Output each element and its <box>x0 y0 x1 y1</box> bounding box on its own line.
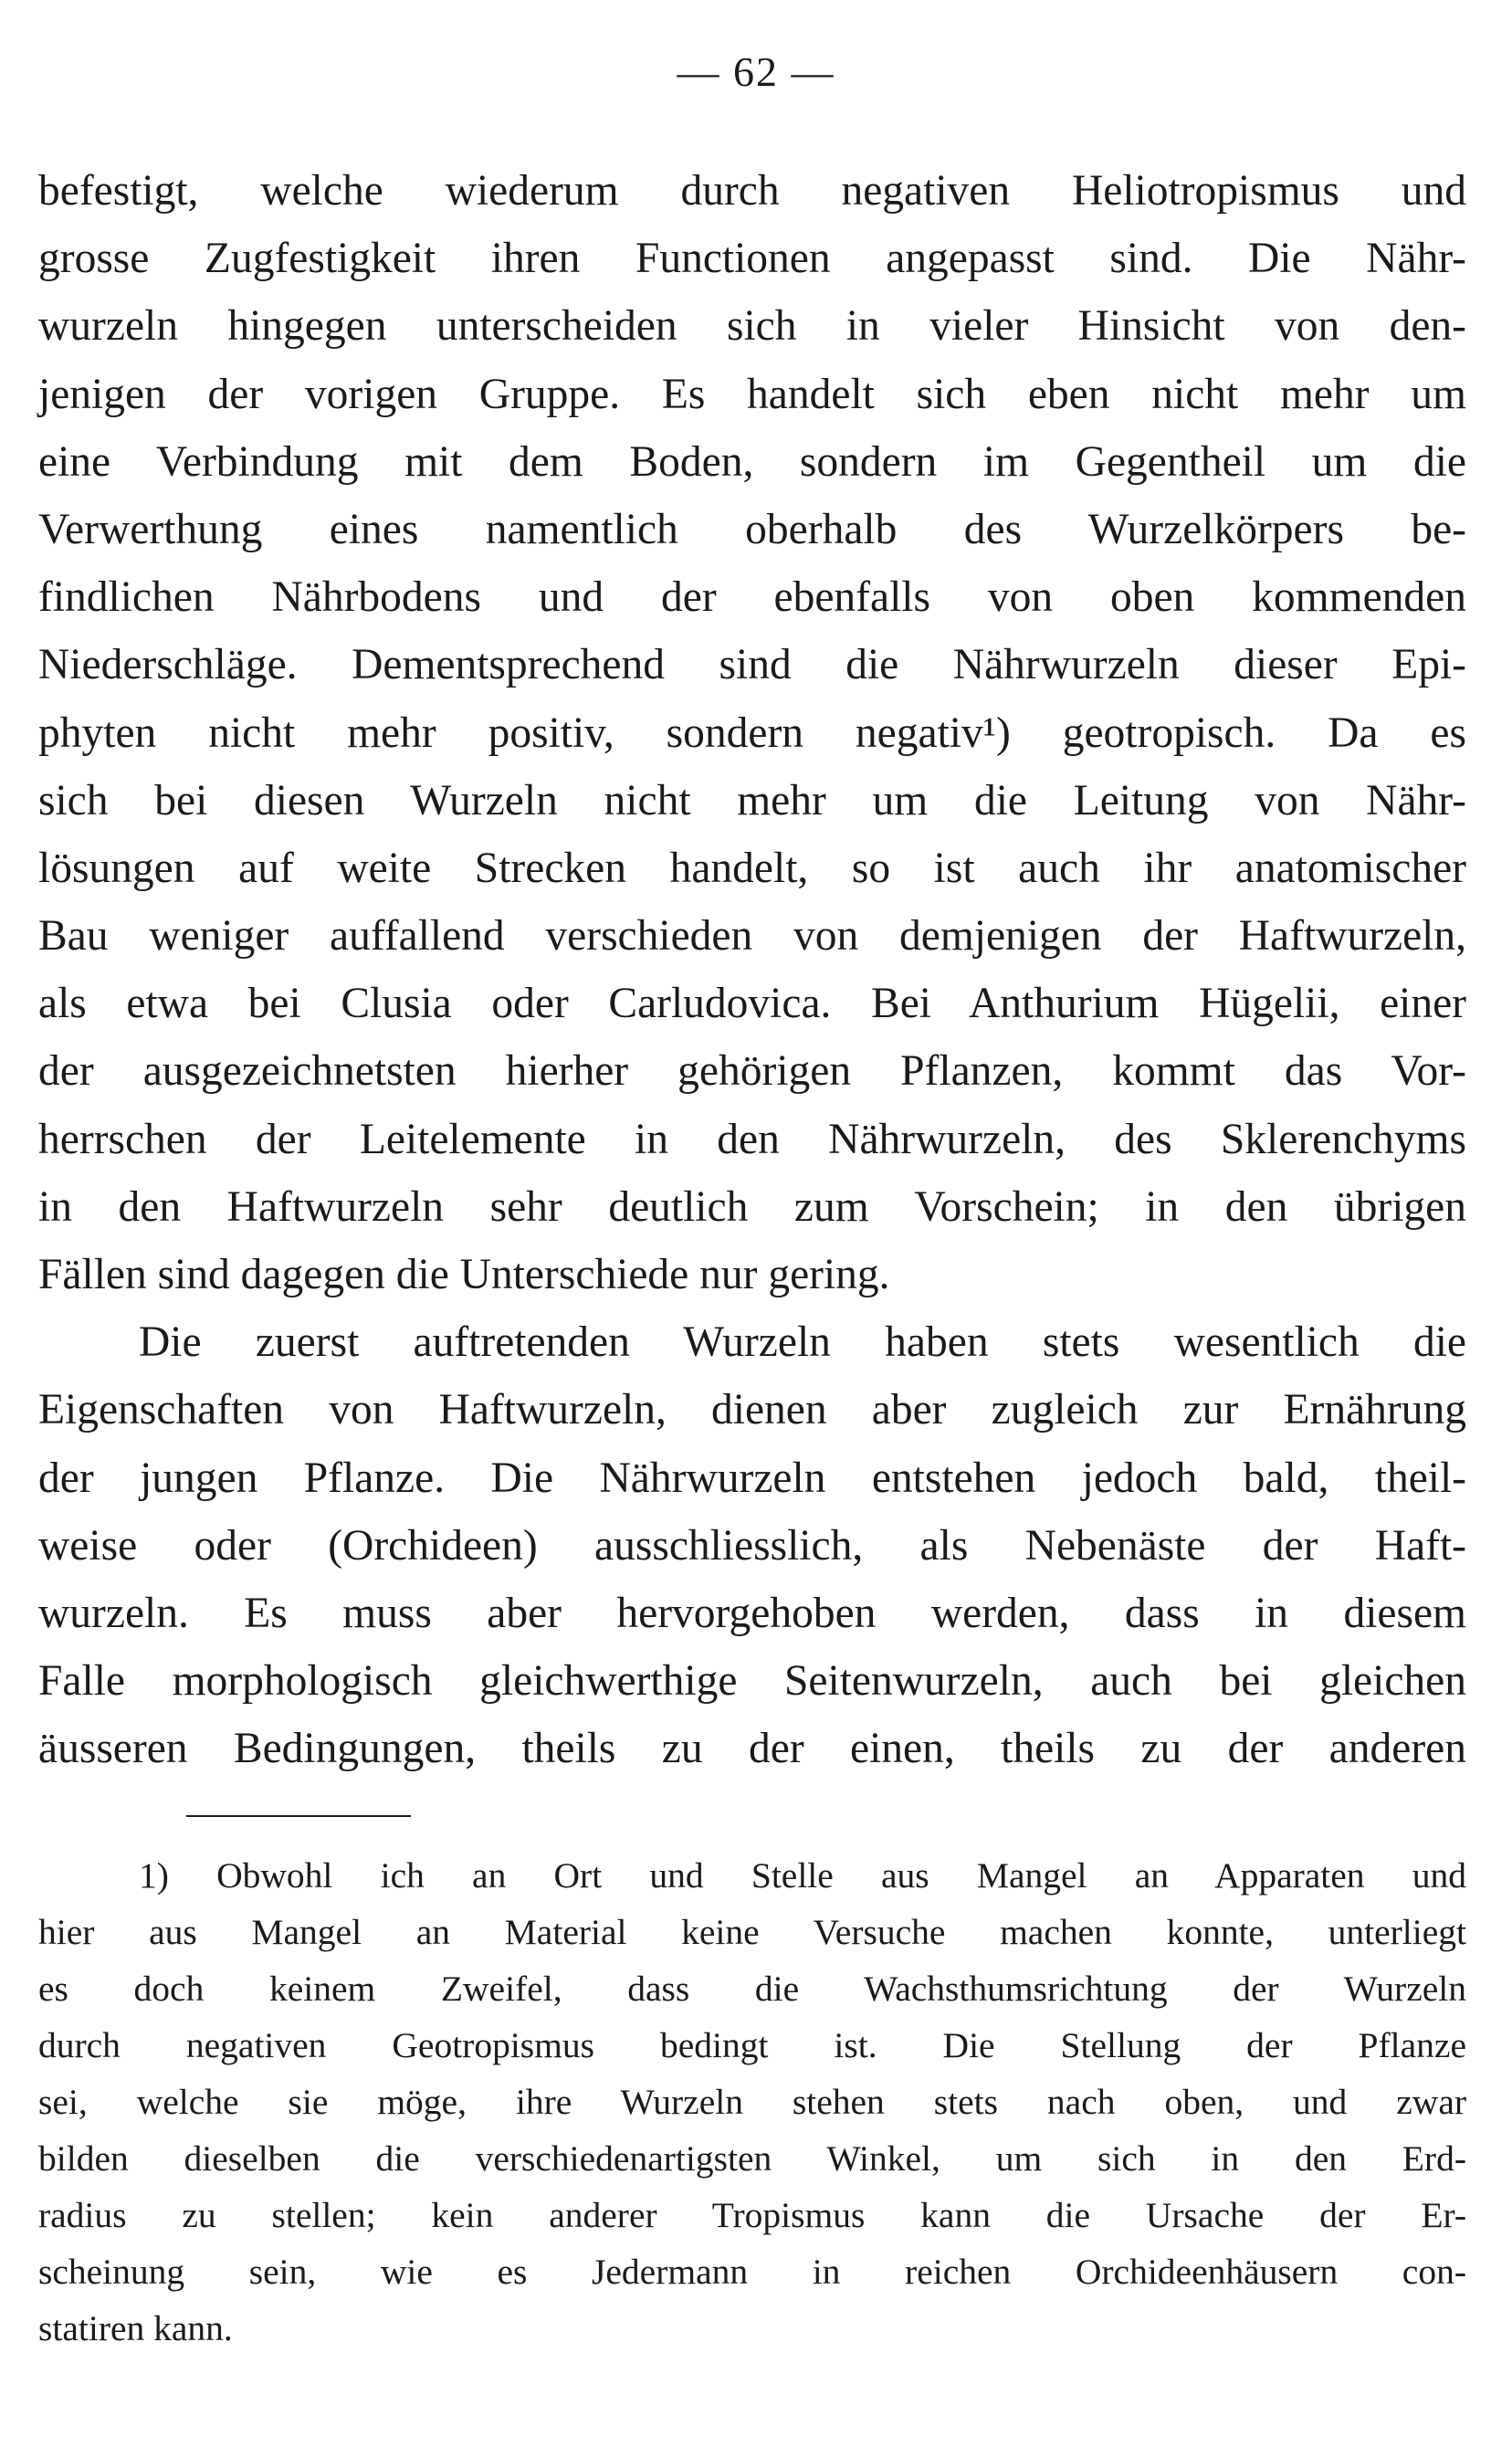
text-line: als etwa bei Clusia oder Carludovica. Bei Anthurium Hügelii, einer <box>38 980 1466 1028</box>
text-line: befestigt, welche wiederum durch negativen Heliotropismus und <box>38 167 1466 215</box>
footnote-line: hier aus Mangel an Material keine Versuche machen konnte, unterliegt <box>38 1912 1466 1952</box>
text-line: grosse Zugfestigkeit ihren Functionen angepasst sind. Die Nähr- <box>38 235 1466 283</box>
text-line: Eigenschaften von Haftwurzeln, dienen aber zugleich zur Ernährung <box>38 1386 1466 1434</box>
text-line: der ausgezeichnetsten hierher gehörigen Pflanzen, kommt das Vor- <box>38 1047 1466 1096</box>
text-line: in den Haftwurzeln sehr deutlich zum Vorschein; in den übrigen <box>38 1182 1466 1231</box>
text-line: wurzeln hingegen unterscheiden sich in vieler Hinsicht von den- <box>38 302 1466 351</box>
footnote-line: scheinung sein, wie es Jedermann in reichen Orchideenhäusern con- <box>38 2252 1466 2292</box>
footnote-separator <box>186 1815 411 1817</box>
footnote-line: radius zu stellen; kein anderer Tropismus kann die Ursache der Er- <box>38 2195 1466 2235</box>
footnote-line: durch negativen Geotropismus bedingt ist. Die Stellung der Pflanze <box>38 2025 1466 2065</box>
main-text <box>38 157 1466 1783</box>
text-line: Verwerthung eines namentlich oberhalb des Wurzelkörpers be- <box>38 505 1466 553</box>
text-line: Bau weniger auffallend verschieden von demjenigen der Haftwurzeln, <box>38 912 1466 961</box>
footnote <box>38 1847 1466 2357</box>
text-line: wurzeln. Es muss aber hervorgehoben werden, dass in diesem <box>38 1589 1466 1637</box>
text-line: Niederschläge. Dementsprechend sind die Nährwurzeln dieser Epi- <box>38 641 1466 689</box>
text-line: lösungen auf weite Strecken handelt, so ist auch ihr anatomischer <box>38 844 1466 892</box>
footnote-line: sei, welche sie möge, ihre Wurzeln stehen stets nach oben, und zwar <box>38 2082 1466 2122</box>
text-line: jenigen der vorigen Gruppe. Es handelt sich eben nicht mehr um <box>38 370 1466 418</box>
text-line: herrschen der Leitelemente in den Nährwurzeln, des Sklerenchyms <box>38 1115 1466 1163</box>
text-line: Die zuerst auftretenden Wurzeln haben stets wesentlich die <box>139 1318 1466 1367</box>
text-line: sich bei diesen Wurzeln nicht mehr um die Leitung von Nähr- <box>38 776 1466 824</box>
text-line: der jungen Pflanze. Die Nährwurzeln entstehen jedoch bald, theil- <box>38 1454 1466 1502</box>
footnote-line: es doch keinem Zweifel, dass die Wachsthumsrichtung der Wurzeln <box>38 1969 1466 2009</box>
text-line: Fällen sind dagegen die Unterschiede nur gering. <box>38 1251 890 1298</box>
text-line: Falle morphologisch gleichwerthige Seitenwurzeln, auch bei gleichen <box>38 1657 1466 1706</box>
page-number: — 62 — <box>677 48 835 95</box>
text-line: weise oder (Orchideen) ausschliesslich, als Nebenäste der Haft- <box>38 1521 1466 1570</box>
text-line: äusseren Bedingungen, theils zu der einen, theils zu der anderen <box>38 1725 1466 1773</box>
footnote-line: statiren kann. <box>38 2308 233 2348</box>
footnote-line: bilden dieselben die verschiedenartigsten Winkel, um sich in den Erd- <box>38 2138 1466 2179</box>
text-line: findlichen Nährbodens und der ebenfalls von oben kommenden <box>38 573 1466 622</box>
text-line: eine Verbindung mit dem Boden, sondern im Gegentheil um die <box>38 437 1466 486</box>
text-line: phyten nicht mehr positiv, sondern negativ¹) geotropisch. Da es <box>38 709 1466 757</box>
footnote-line: 1) Obwohl ich an Ort und Stelle aus Mangel an Apparaten und <box>139 1855 1466 1896</box>
